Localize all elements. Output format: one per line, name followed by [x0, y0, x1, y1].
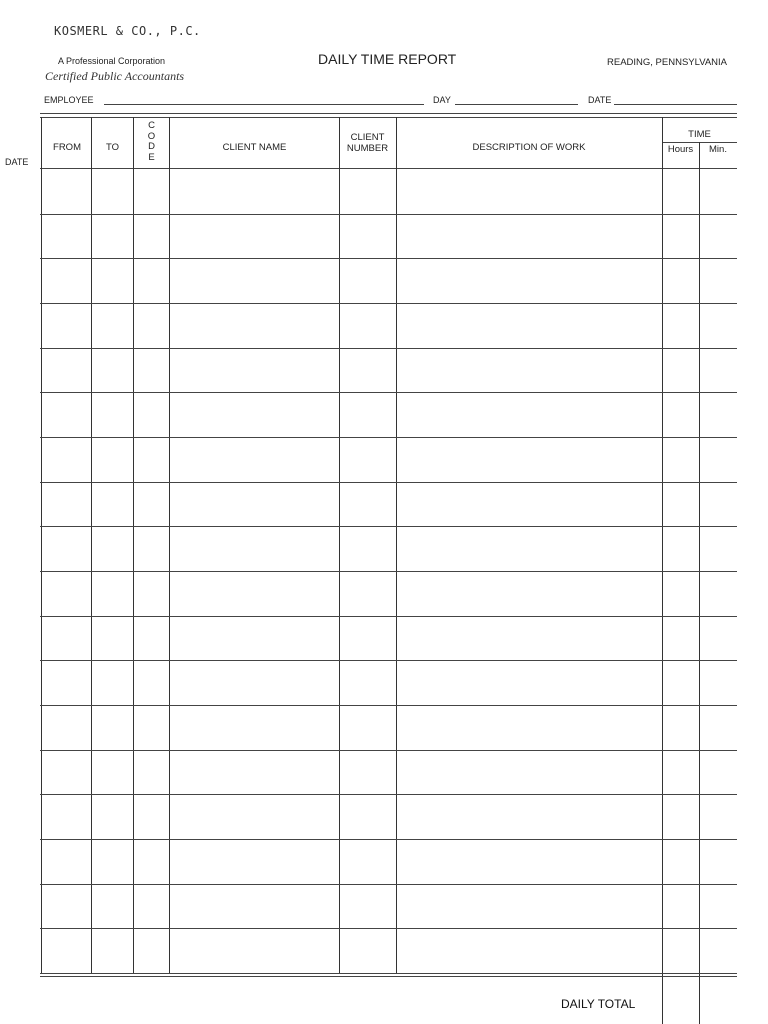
table-row[interactable]	[40, 214, 737, 215]
table-bottom-rule	[40, 973, 737, 974]
firm-subtitle: A Professional Corporation	[58, 56, 166, 66]
table-row[interactable]	[40, 884, 737, 885]
table-row[interactable]	[40, 794, 737, 795]
date-label: DATE	[588, 95, 612, 105]
table-row[interactable]	[40, 616, 737, 617]
table-top-rule-inner	[40, 117, 737, 118]
col-divider	[91, 117, 92, 974]
col-min: Min.	[709, 144, 727, 155]
col-client-name: CLIENT NAME	[222, 142, 287, 153]
col-divider-min	[699, 142, 700, 1024]
table-row[interactable]	[40, 928, 737, 929]
col-client-number-line1: CLIENT	[350, 132, 385, 143]
firm-location: READING, PENNSYLVANIA	[607, 57, 728, 68]
col-code-letter: O	[147, 130, 156, 142]
daily-total-label: DAILY TOTAL	[561, 997, 636, 1011]
col-to: TO	[105, 142, 120, 153]
col-hours: Hours	[667, 144, 694, 155]
employee-field[interactable]	[104, 104, 424, 105]
table-row[interactable]	[40, 839, 737, 840]
col-code-letter: D	[148, 141, 155, 152]
table-bottom-rule-inner	[40, 976, 737, 977]
table-row[interactable]	[40, 526, 737, 527]
day-field[interactable]	[455, 104, 578, 105]
table-row[interactable]	[40, 348, 737, 349]
col-from: FROM	[53, 142, 81, 153]
col-client-number	[339, 132, 396, 154]
table-top-rule	[40, 113, 737, 114]
col-code-letter: C	[148, 120, 155, 131]
col-divider	[396, 117, 397, 974]
col-time: TIME	[688, 129, 711, 140]
firm-tagline: Certified Public Accountants	[45, 69, 185, 83]
table-row[interactable]	[40, 705, 737, 706]
page-title: DAILY TIME REPORT	[318, 51, 457, 67]
table-row[interactable]	[40, 571, 737, 572]
col-divider	[41, 117, 42, 974]
date-field[interactable]	[614, 104, 737, 105]
col-divider	[133, 117, 134, 974]
day-label: DAY	[433, 95, 451, 105]
col-description: DESCRIPTION OF WORK	[472, 142, 586, 153]
table-row[interactable]	[40, 482, 737, 483]
table-row[interactable]	[40, 660, 737, 661]
col-code-letter: E	[148, 151, 155, 163]
col-code	[133, 121, 170, 163]
table-row[interactable]	[40, 750, 737, 751]
col-client-number-line2: NUMBER	[346, 143, 389, 154]
col-divider	[169, 117, 170, 974]
table-row[interactable]	[40, 392, 737, 393]
col-divider	[339, 117, 340, 974]
employee-label: EMPLOYEE	[44, 95, 94, 105]
table-row[interactable]	[40, 258, 737, 259]
table-row[interactable]	[40, 303, 737, 304]
table-row[interactable]	[40, 437, 737, 438]
side-date-label: DATE	[5, 157, 29, 167]
firm-name: KOSMERL & CO., P.C.	[54, 24, 201, 38]
header-bottom-rule	[40, 168, 737, 169]
